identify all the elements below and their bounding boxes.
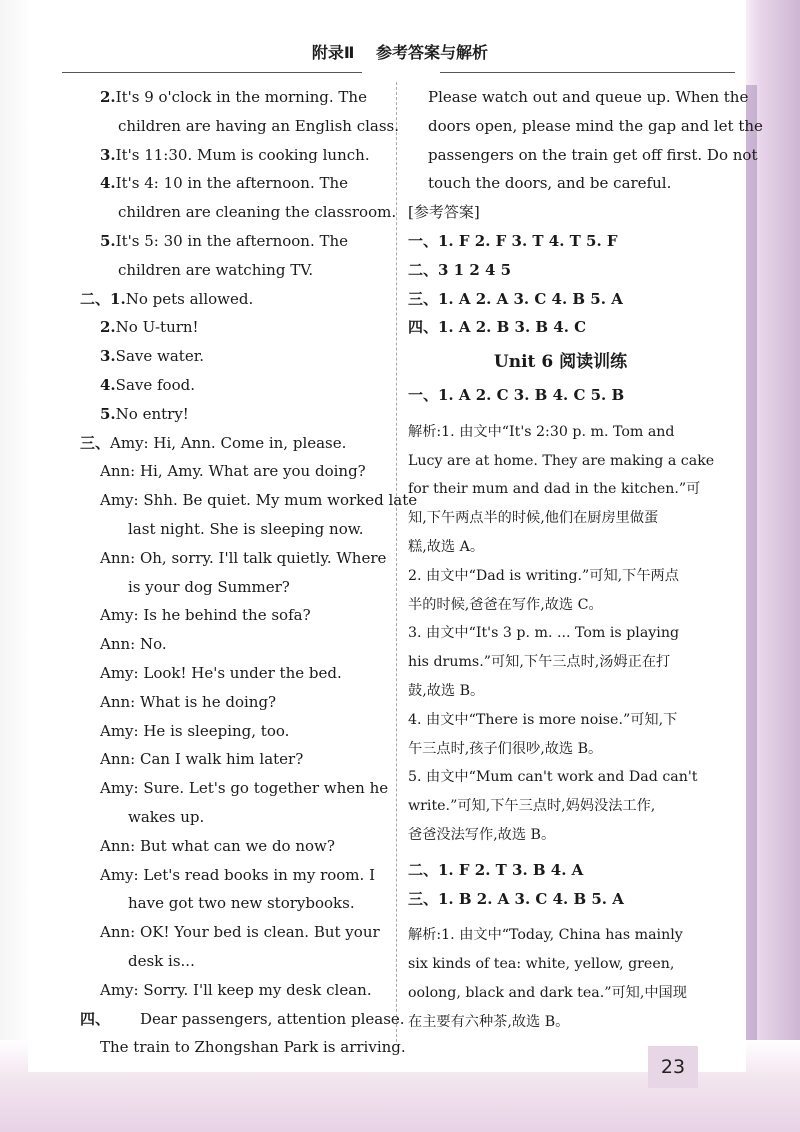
dialogue-line: have got two new storybooks. <box>128 894 355 913</box>
dialogue-line: Amy: Sure. Let's go together when he <box>100 779 389 798</box>
dialogue-line: wakes up. <box>128 807 205 826</box>
dialogue-line: last night. She is sleeping now. <box>128 519 364 538</box>
answer-line: 4.It's 4: 10 in the afternoon. The <box>100 174 349 193</box>
sign-answer: 二、1.No pets allowed. <box>80 289 254 308</box>
answer-row: 二、1. F 2. T 3. B 4. A <box>408 860 584 879</box>
answer-line: 3.It's 11:30. Mum is cooking lunch. <box>100 145 370 164</box>
explanation-line: write.”可知,下午三点时,妈妈没法工作, <box>408 798 656 815</box>
sign-answer: 4.Save food. <box>100 375 195 394</box>
sign-answer: 2.No U-turn! <box>100 318 199 337</box>
explanation-line: 2. 由文中“Dad is writing.”可知,下午两点 <box>408 567 679 584</box>
dialogue-line: Ann: OK! Your bed is clean. But your <box>100 923 380 942</box>
explanation-line: oolong, black and dark tea.”可知,中国现 <box>408 984 687 1001</box>
explanation-line: 鼓,故选 B。 <box>408 682 485 699</box>
column-divider <box>396 82 398 1042</box>
answer-line: children are cleaning the classroom. <box>118 203 397 222</box>
explanation-line: for their mum and dad in the kitchen.”可 <box>408 481 701 498</box>
explanation-line: 爸爸没法写作,故选 B。 <box>408 826 556 843</box>
dialogue-line: Amy: Let's read books in my room. I <box>100 865 375 884</box>
appendix-label: 附录Ⅱ <box>311 43 355 62</box>
left-column <box>80 83 418 1062</box>
answer-row: 四、1. A 2. B 3. B 4. C <box>408 318 587 337</box>
announcement-line: passengers on the train get off first. Do not <box>428 145 758 164</box>
page-title: 参考答案与解析 <box>376 43 489 62</box>
page-header <box>0 40 800 63</box>
sign-answer: 5.No entry! <box>100 404 189 423</box>
explanation-line: 午三点时,孩子们很吵,故选 B。 <box>408 740 603 757</box>
dialogue-line: Ann: But what can we do now? <box>100 836 335 855</box>
dialogue-line: Ann: What is he doing? <box>100 692 277 711</box>
unit-title: Unit 6 阅读训练 <box>493 352 628 373</box>
answer-line: children are having an English class. <box>118 116 400 135</box>
dialogue-line: Amy: He is sleeping, too. <box>100 721 290 740</box>
answer-line: 5.It's 5: 30 in the afternoon. The <box>100 231 349 250</box>
explanation-line: 知,下午两点半的时候,他们在厨房里做蛋 <box>408 510 659 527</box>
answer-line: children are watching TV. <box>118 260 314 279</box>
answer-row: 一、1. A 2. C 3. B 4. C 5. B <box>408 385 625 404</box>
dialogue-line: is your dog Summer? <box>128 577 290 596</box>
dialogue-line: Amy: Is he behind the sofa? <box>100 606 311 625</box>
answer-line: 2.It's 9 o'clock in the morning. The <box>100 88 367 106</box>
explanation-line: Lucy are at home. They are making a cake <box>408 452 715 469</box>
dialogue-line: Ann: Oh, sorry. I'll talk quietly. Where <box>100 548 387 567</box>
answer-row: 三、1. A 2. A 3. C 4. B 5. A <box>408 289 623 308</box>
dialogue-line: Ann: No. <box>100 635 167 654</box>
explanation-line: 半的时候,爸爸在写作,故选 C。 <box>408 596 603 613</box>
explanation-line: six kinds of tea: white, yellow, green, <box>408 956 675 973</box>
explanation-line: 3. 由文中“It's 3 p. m. ... Tom is playing <box>408 625 680 642</box>
announcement-line: The train to Zhongshan Park is arriving. <box>100 1038 406 1057</box>
announcement-line: Please watch out and queue up. When the <box>428 88 749 106</box>
explanation-line: his drums.”可知,下午三点时,汤姆正在打 <box>408 654 671 671</box>
header-rule-right <box>440 72 735 73</box>
page-number: 23 <box>648 1046 698 1088</box>
header-rule-left <box>62 72 362 73</box>
answer-row: 三、1. B 2. A 3. C 4. B 5. A <box>408 889 624 908</box>
explanation-line: 在主要有六种茶,故选 B。 <box>408 1013 570 1030</box>
explanation-line: 解析:1. 由文中“It's 2:30 p. m. Tom and <box>408 423 675 440</box>
reference-answer-label: [参考答案] <box>408 203 480 222</box>
announcement-line: touch the doors, and be careful. <box>428 174 672 193</box>
announcement-line: 四、 Dear passengers, attention please. <box>80 1009 405 1028</box>
dialogue-line: Ann: Can I walk him later? <box>100 750 304 769</box>
sign-answer: 3.Save water. <box>100 347 204 366</box>
explanation-line: 解析:1. 由文中“Today, China has mainly <box>408 927 683 944</box>
dialogue-line: Amy: Shh. Be quiet. My mum worked late <box>100 491 418 510</box>
right-column <box>408 83 763 1037</box>
explanation-line: 糕,故选 A。 <box>408 538 485 555</box>
explanation-line: 4. 由文中“There is more noise.”可知,下 <box>408 711 678 728</box>
explanation-line: 5. 由文中“Mum can't work and Dad can't <box>408 769 698 786</box>
dialogue-line: desk is... <box>128 951 195 970</box>
dialogue-line: Amy: Look! He's under the bed. <box>100 663 342 682</box>
dialogue-line: Ann: Hi, Amy. What are you doing? <box>100 462 366 481</box>
announcement-line: doors open, please mind the gap and let the <box>428 116 763 135</box>
dialogue-line: 三、Amy: Hi, Ann. Come in, please. <box>80 433 347 452</box>
dialogue-line: Amy: Sorry. I'll keep my desk clean. <box>100 980 372 999</box>
answer-row: 一、1. F 2. F 3. T 4. T 5. F <box>408 231 618 250</box>
answer-row: 二、3 1 2 4 5 <box>408 260 512 279</box>
